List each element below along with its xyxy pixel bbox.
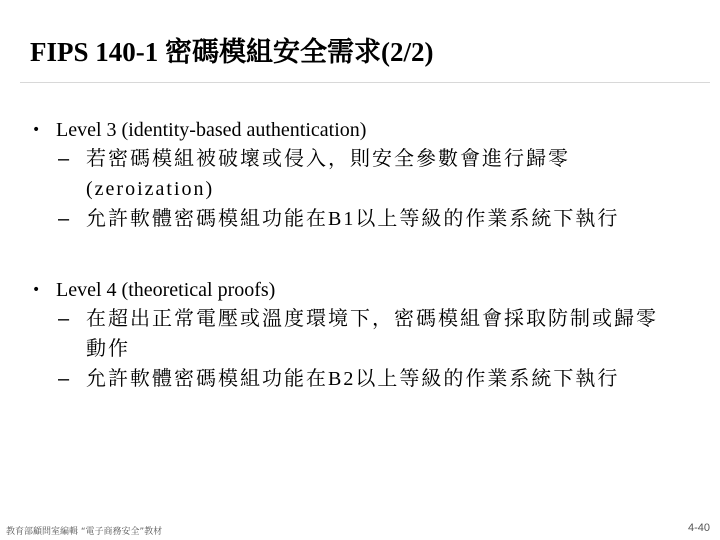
page-number: 4-40 <box>687 522 710 534</box>
title-divider <box>20 82 710 83</box>
sub-bullet-text: 在超出正常電壓或溫度環境下，密碼模組會採取防制或歸零動作 <box>86 308 658 360</box>
slide-title: FIPS 140-1 密碼模組安全需求(2/2) <box>30 37 434 67</box>
dash-icon: – <box>58 368 70 390</box>
dash-icon: – <box>58 308 70 330</box>
footer-source: 教育部顧問室編輯 “電子商務安全”教材 <box>6 527 163 537</box>
sub-bullet <box>30 144 670 204</box>
sub-bullet <box>30 304 670 364</box>
bullet-text: Level 3 (identity-based authentication) <box>56 119 367 141</box>
bullet-level-4 <box>30 276 670 304</box>
sub-bullet <box>30 204 670 234</box>
bullet-text: Level 4 (theoretical proofs) <box>56 279 276 301</box>
sub-bullet-text: 允許軟體密碼模組功能在B1以上等級的作業系統下執行 <box>86 208 620 230</box>
sub-bullet <box>30 364 670 394</box>
bullet-icon: • <box>32 122 41 138</box>
dash-icon: – <box>58 208 70 230</box>
sub-bullet-text: 若密碼模組被破壞或侵入，則安全參數會進行歸零(zeroization) <box>86 148 570 200</box>
bullet-level-3 <box>30 116 670 144</box>
sub-bullet-text: 允許軟體密碼模組功能在B2以上等級的作業系統下執行 <box>86 368 620 390</box>
slide-body <box>30 116 670 394</box>
bullet-icon: • <box>32 282 41 298</box>
dash-icon: – <box>58 148 70 170</box>
